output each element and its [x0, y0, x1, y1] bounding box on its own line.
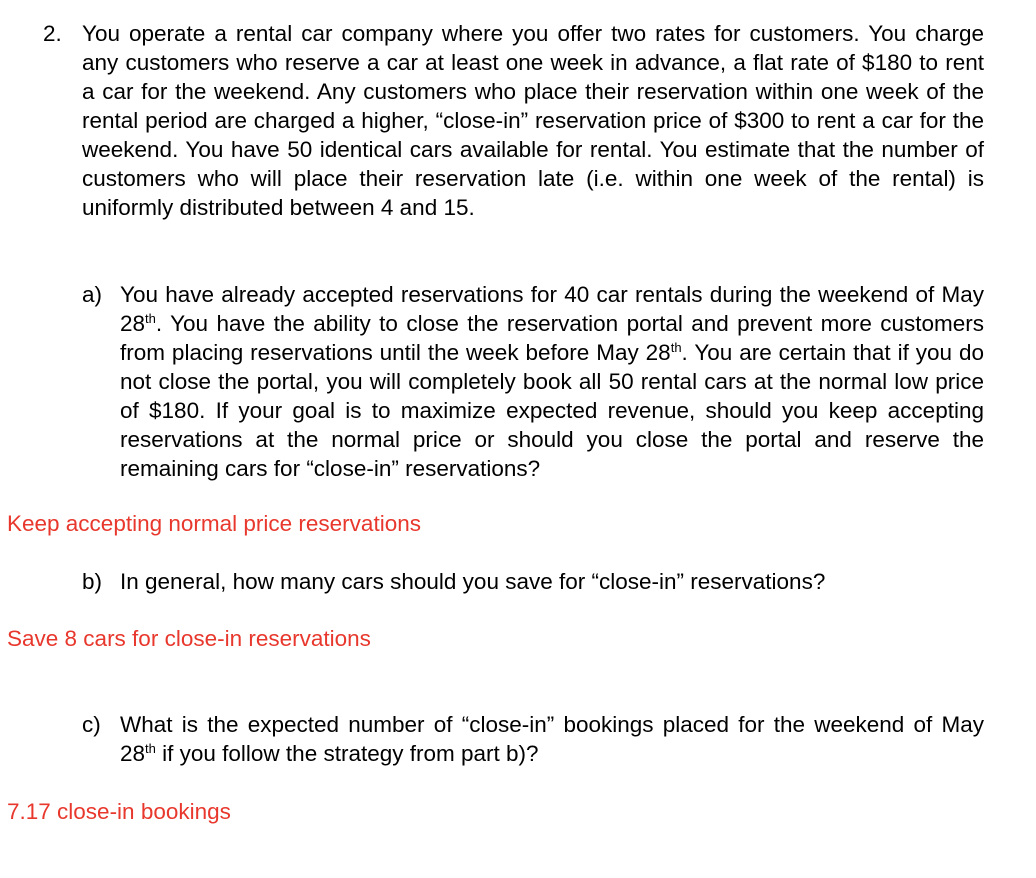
- part-c-text-2: if you follow the strategy from part b)?: [155, 741, 539, 766]
- part-c-text: [120, 710, 984, 768]
- part-a-text-3: . You are certain that if you do not close the portal, you will completely book all 50 rental cars at the normal low price of $180. If your goal is to maximize expected revenue, should you keep accepting reservations at the normal price or should you close the portal and reserve the remaining cars for “close-in” reservations?: [120, 340, 984, 481]
- part-a-text-2: . You have the ability to close the reservation portal and prevent more customers from placing reservations until the week before May 28: [120, 311, 984, 365]
- part-c-answer: 7.17 close-in bookings: [7, 799, 231, 824]
- part-b-text: In general, how many cars should you save for “close-in” reservations?: [120, 569, 826, 594]
- question-number: 2.: [43, 21, 62, 46]
- part-c-label: c): [82, 712, 101, 737]
- part-b-label: b): [82, 569, 103, 594]
- part-a-text-1: You have already accepted reservations for 40 car rentals during the weekend of May 28: [120, 282, 984, 336]
- question-text: You operate a rental car company where you offer two rates for customers. You charge any customers who reserve a car at least one week in advance, a flat rate of $180 to rent a car for the weekend. Any customers who place their reservation within one week of the rental period are charged a higher, “close-in” reservation price of $300 to rent a car for the weekend. You have 50 identical cars available for rental. You estimate that the number of customers who will place their reservation late (i.e. within one week of the rental) is uniformly distributed between 4 and 15.: [82, 21, 984, 220]
- part-b-answer: Save 8 cars for close-in reservations: [7, 626, 371, 651]
- part-c-superscript-1: th: [145, 741, 156, 756]
- part-c-text-1: What is the expected number of “close-in” bookings placed for the weekend of May 28: [120, 712, 984, 766]
- part-a-answer: Keep accepting normal price reservations: [7, 511, 421, 536]
- part-a-superscript-1: th: [145, 311, 156, 326]
- part-a-label: a): [82, 282, 103, 307]
- part-a-superscript-2: th: [670, 340, 682, 355]
- part-a-text: [120, 280, 984, 483]
